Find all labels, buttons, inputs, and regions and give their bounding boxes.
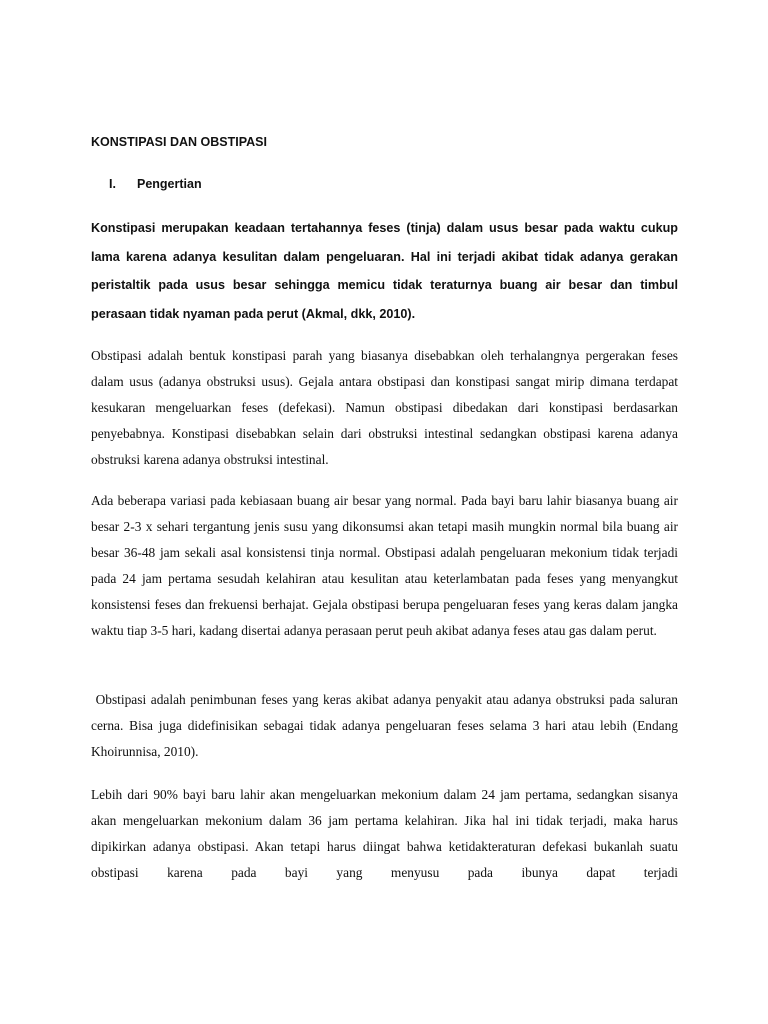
section-number: I. (109, 177, 116, 191)
paragraph-bowel-variation: Ada beberapa variasi pada kebiasaan buang air besar yang normal. Pada bayi baru lahir biasanya buang air besar 2-3 x sehari tergantung jenis susu yang dikonsumsi akan tetapi masih mungkin normal bila buang air besar 36-48 jam sekali asal konsistensi tinja normal. Obstipasi adalah pengeluaran mekonium tidak terjadi pada 24 jam pertama sesudah kelahiran atau kesulitan atau keterlambatan pada feses yang menyangkut konsistensi feses dan frekuensi berhajat. Gejala obstipasi berupa pengeluaran feses yang keras dalam jangka waktu tiap 3-5 hari, kadang disertai adanya perasaan perut peuh akibat adanya feses atau gas dalam perut. (91, 493, 678, 638)
section-heading (109, 177, 202, 191)
paragraph-mekonium: Lebih dari 90% bayi baru lahir akan mengeluarkan mekonium dalam 24 jam pertama, sedangkan sisanya akan mengeluarkan mekonium dalam 36 jam pertama kelahiran. Jika hal ini tidak terjadi, maka harus dipikirkan adanya obstipasi. Akan tetapi harus diingat bahwa ketidakteraturan defekasi bukanlah suatu obstipasi karena pada bayi yang menyusu pada ibunya dapat terjadi (91, 787, 678, 880)
paragraph-obstipasi-definition: Obstipasi adalah bentuk konstipasi parah yang biasanya disebabkan oleh terhalangnya pergerakan feses dalam usus (adanya obstruksi usus). Gejala antara obstipasi dan konstipasi sangat mirip dimana terdapat kesukaran mengeluarkan feses (defekasi). Namun obstipasi dibedakan dari konstipasi berdasarkan penyebabnya. Konstipasi disebabkan selain dari obstruksi intestinal sedangkan obstipasi karena adanya obstruksi karena adanya obstruksi intestinal. (91, 348, 678, 467)
paragraph-obstipasi-accumulation: Obstipasi adalah penimbunan feses yang keras akibat adanya penyakit atau adanya obstruksi pada saluran cerna. Bisa juga didefinisikan sebagai tidak adanya pengeluaran feses selama 3 hari atau lebih (Endang Khoirunnisa, 2010). (91, 692, 678, 759)
paragraph-konstipasi-definition: Konstipasi merupakan keadaan tertahannya feses (tinja) dalam usus besar pada waktu cukup lama karena adanya kesulitan dalam pengeluaran. Hal ini terjadi akibat tidak adanya gerakan peristaltik pada usus besar sehingga memicu tidak teraturnya buang air besar dan timbul perasaan tidak nyaman pada perut (Akmal, dkk, 2010). (91, 221, 678, 322)
document-title: KONSTIPASI DAN OBSTIPASI (91, 135, 267, 149)
section-heading-text: Pengertian (137, 177, 202, 191)
